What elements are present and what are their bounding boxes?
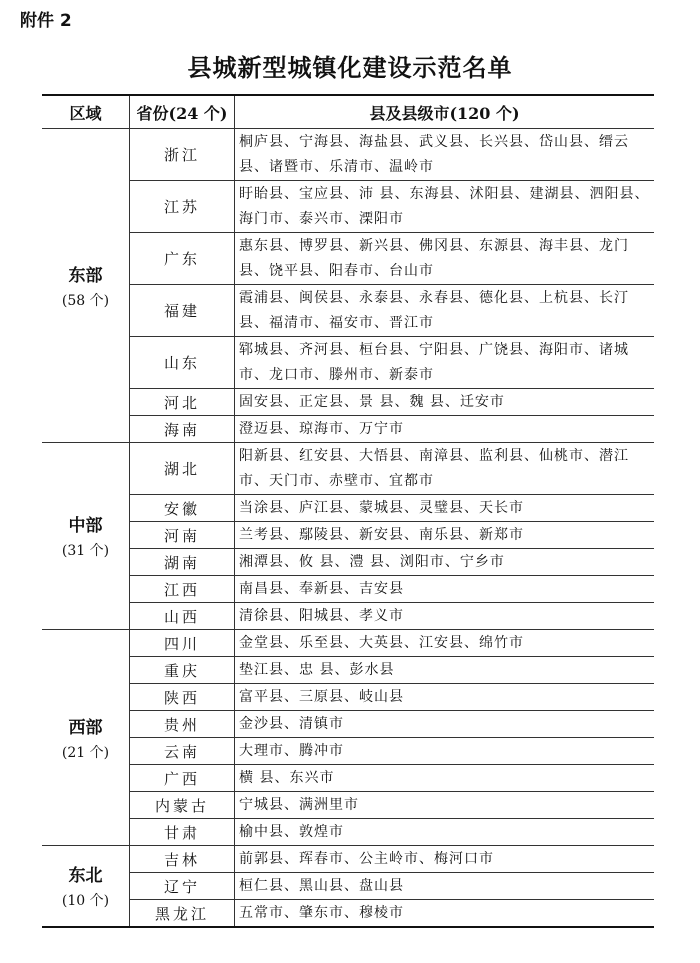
page-title: 县城新型城镇化建设示范名单	[187, 53, 513, 82]
table-row	[42, 873, 654, 900]
table-row	[42, 549, 654, 576]
counties-cell: 五常市、肇东市、穆棱市	[235, 900, 655, 928]
counties-cell: 榆中县、敦煌市	[235, 819, 655, 846]
counties-cell: 金堂县、乐至县、大英县、江安县、绵竹市	[235, 630, 655, 657]
table-row	[42, 285, 654, 337]
table-row	[42, 443, 654, 495]
demonstration-list-table	[42, 94, 654, 928]
counties-cell: 宁城县、满洲里市	[235, 792, 655, 819]
province-cell: 广西	[130, 765, 235, 792]
province-cell: 云南	[130, 738, 235, 765]
province-cell: 四川	[130, 630, 235, 657]
province-cell: 山东	[130, 337, 235, 389]
counties-cell: 大理市、腾冲市	[235, 738, 655, 765]
province-cell: 湖北	[130, 443, 235, 495]
province-cell: 陕西	[130, 684, 235, 711]
province-cell: 甘肃	[130, 819, 235, 846]
table-row	[42, 819, 654, 846]
province-cell: 福建	[130, 285, 235, 337]
province-cell: 贵州	[130, 711, 235, 738]
region-cell	[42, 630, 130, 846]
table-body	[42, 129, 654, 928]
region-name: 东部	[68, 265, 103, 286]
province-cell: 山西	[130, 603, 235, 630]
table-row	[42, 233, 654, 285]
table-row	[42, 337, 654, 389]
table-row	[42, 181, 654, 233]
region-cell	[42, 129, 130, 443]
counties-cell: 桐庐县、宁海县、海盐县、武义县、长兴县、岱山县、缙云县、诸暨市、乐清市、温岭市	[235, 129, 655, 181]
table-row	[42, 765, 654, 792]
counties-cell: 垫江县、忠 县、彭水县	[235, 657, 655, 684]
counties-cell: 桓仁县、黑山县、盘山县	[235, 873, 655, 900]
counties-cell: 阳新县、红安县、大悟县、南漳县、监利县、仙桃市、潜江市、天门市、赤壁市、宜都市	[235, 443, 655, 495]
region-count: (31 个)	[61, 543, 110, 559]
counties-cell: 前郭县、珲春市、公主岭市、梅河口市	[235, 846, 655, 873]
counties-cell: 惠东县、博罗县、新兴县、佛冈县、东源县、海丰县、龙门县、饶平县、阳春市、台山市	[235, 233, 655, 285]
table-row	[42, 389, 654, 416]
table-row	[42, 711, 654, 738]
header-province: 省份(24 个)	[130, 95, 235, 129]
table-row	[42, 657, 654, 684]
province-cell: 辽宁	[130, 873, 235, 900]
province-cell: 安徽	[130, 495, 235, 522]
counties-cell: 澄迈县、琼海市、万宁市	[235, 416, 655, 443]
province-cell: 浙江	[130, 129, 235, 181]
header-region: 区域	[42, 95, 130, 129]
region-count: (21 个)	[61, 744, 110, 761]
counties-cell: 盱眙县、宝应县、沛 县、东海县、沭阳县、建湖县、泗阳县、海门市、泰兴市、溧阳市	[235, 181, 655, 233]
table-row	[42, 495, 654, 522]
counties-cell: 横 县、东兴市	[235, 765, 655, 792]
province-cell: 广东	[130, 233, 235, 285]
region-count: (58 个)	[61, 292, 110, 309]
counties-cell: 金沙县、清镇市	[235, 711, 655, 738]
province-cell: 湖南	[130, 549, 235, 576]
counties-cell: 湘潭县、攸 县、澧 县、浏阳市、宁乡市	[235, 549, 655, 576]
table-row	[42, 900, 654, 928]
region-cell	[42, 443, 130, 630]
counties-cell: 清徐县、阳城县、孝义市	[235, 603, 655, 630]
province-cell: 吉林	[130, 846, 235, 873]
province-cell: 重庆	[130, 657, 235, 684]
region-cell	[42, 846, 130, 928]
table-row	[42, 522, 654, 549]
province-cell: 黑龙江	[130, 900, 235, 928]
counties-cell: 霞浦县、闽侯县、永泰县、永春县、德化县、上杭县、长汀县、福清市、福安市、晋江市	[235, 285, 655, 337]
counties-cell: 当涂县、庐江县、蒙城县、灵璧县、天长市	[235, 495, 655, 522]
province-cell: 江苏	[130, 181, 235, 233]
province-cell: 河南	[130, 522, 235, 549]
table-row	[42, 576, 654, 603]
region-name: 中部	[68, 516, 103, 536]
region-name: 东北	[68, 866, 103, 886]
counties-cell: 郓城县、齐河县、桓台县、宁阳县、广饶县、海阳市、诸城市、龙口市、滕州市、新泰市	[235, 337, 655, 389]
counties-cell: 南昌县、奉新县、吉安县	[235, 576, 655, 603]
table-row	[42, 792, 654, 819]
region-name: 西部	[68, 717, 103, 738]
province-cell: 河北	[130, 389, 235, 416]
counties-cell: 固安县、正定县、景 县、魏 县、迁安市	[235, 389, 655, 416]
counties-cell: 富平县、三原县、岐山县	[235, 684, 655, 711]
table-row	[42, 416, 654, 443]
attachment-label: 附件 2	[20, 11, 72, 31]
table-row	[42, 846, 654, 873]
counties-cell: 兰考县、鄢陵县、新安县、南乐县、新郑市	[235, 522, 655, 549]
table-row	[42, 603, 654, 630]
table-row	[42, 630, 654, 657]
province-cell: 江西	[130, 576, 235, 603]
province-cell: 内蒙古	[130, 792, 235, 819]
province-cell: 海南	[130, 416, 235, 443]
table-row	[42, 684, 654, 711]
table-row	[42, 129, 654, 181]
header-counties: 县及县级市(120 个)	[235, 95, 655, 129]
region-count: (10 个)	[61, 893, 110, 909]
table-row	[42, 738, 654, 765]
